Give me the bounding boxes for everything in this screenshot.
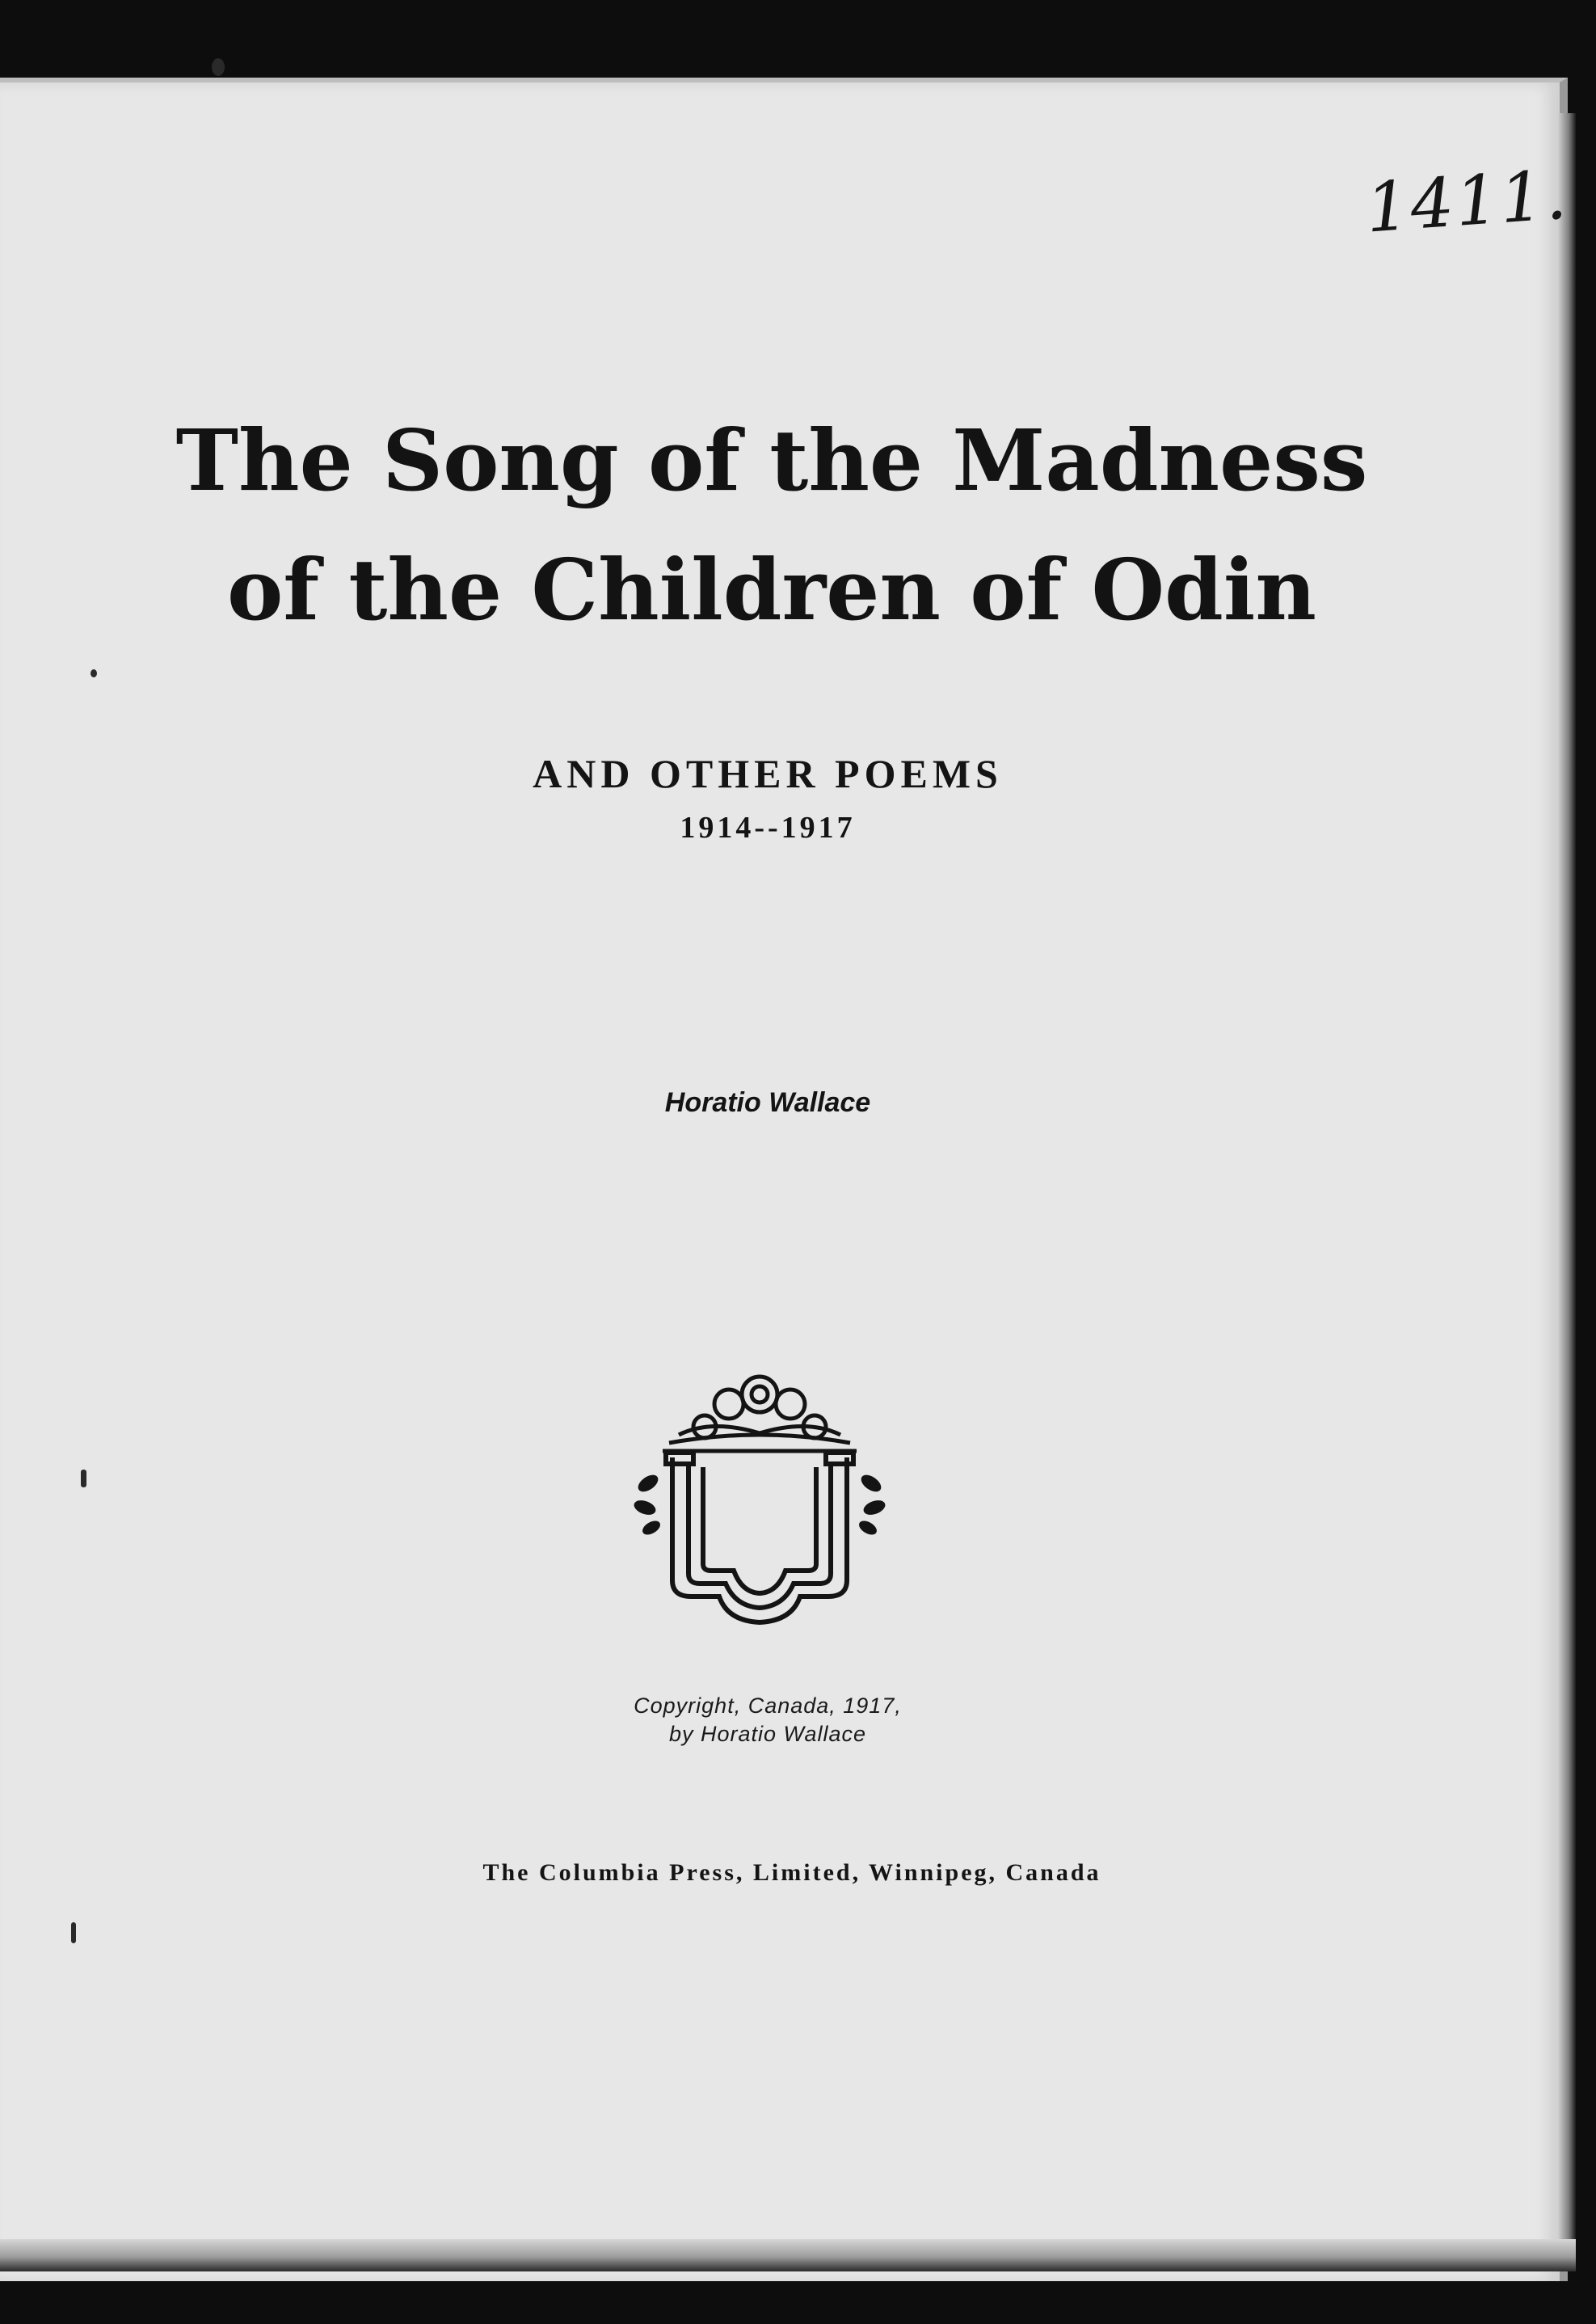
author-name: Horatio Wallace [664,1087,871,1118]
copyright-line-1: Copyright, Canada, 1917, [634,1693,902,1718]
page-edge-right [1558,113,1576,2271]
subtitle: AND OTHER POEMS [533,751,1003,796]
page-edge-bottom [0,2239,1576,2271]
scan-speck [81,1470,86,1487]
title-line-2: of the Children of Odin [227,540,1316,639]
year-range: 1914--1917 [680,811,856,845]
scan-speck [71,1922,76,1943]
scan-speck [212,58,225,76]
copyright-line-2: by Horatio Wallace [668,1722,867,1747]
copyright-notice [0,1692,1535,1748]
floral-shield-emblem-icon [630,1362,889,1629]
handwritten-catalog-number: 1411. [1362,154,1571,248]
publisher-imprint: The Columbia Press, Limited, Winnipeg, Canada [482,1859,1101,1886]
title-line-1: The Song of the Madness [175,411,1368,510]
scan-speck [91,669,97,677]
